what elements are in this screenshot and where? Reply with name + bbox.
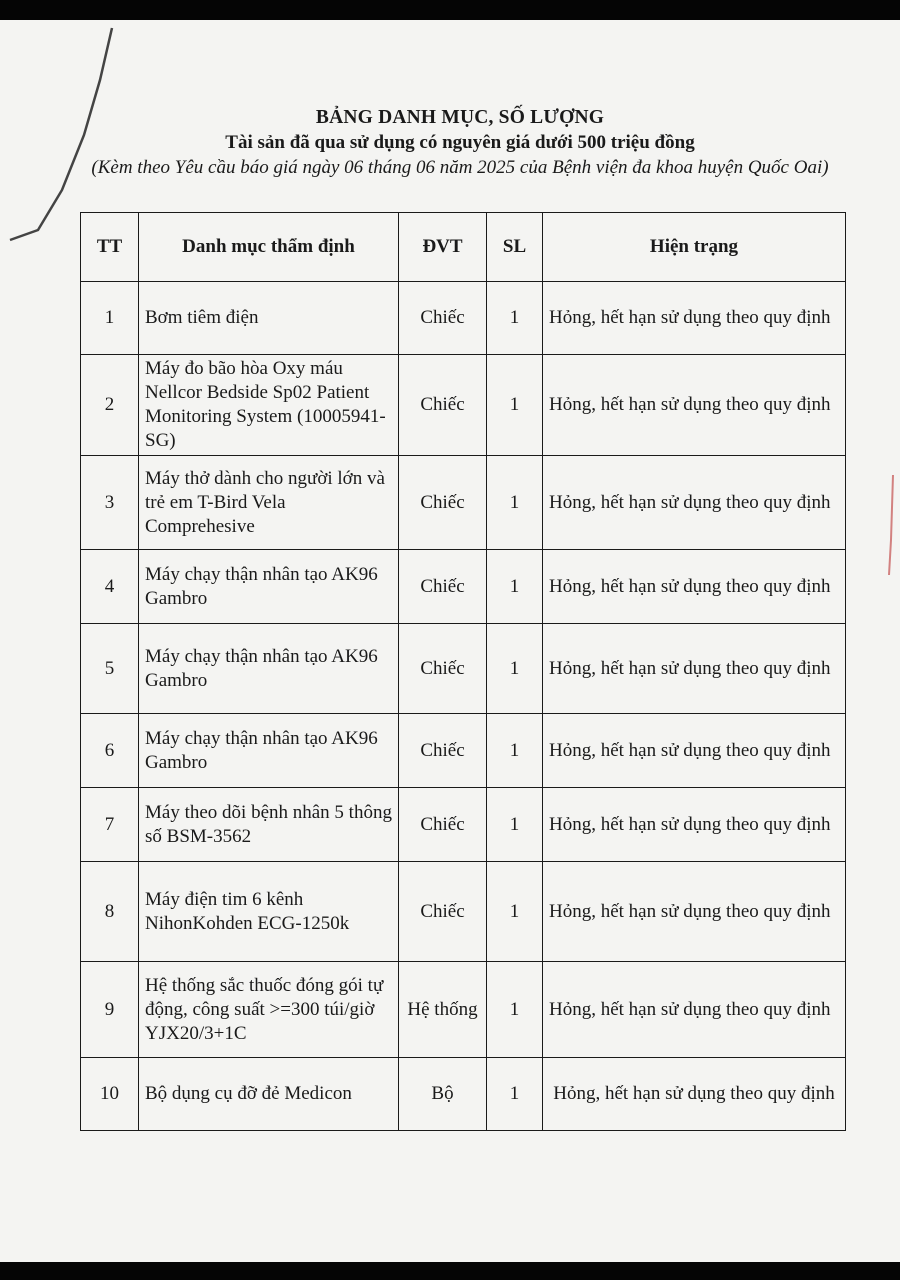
row-unit: Chiếc (399, 282, 487, 355)
row-tt: 9 (81, 962, 139, 1058)
row-status: Hỏng, hết hạn sử dụng theo quy định (543, 714, 846, 788)
table-header-row (81, 213, 846, 282)
row-qty: 1 (487, 788, 543, 862)
row-qty: 1 (487, 714, 543, 788)
table-row (81, 962, 846, 1058)
header-qty: SL (487, 213, 543, 282)
row-status: Hỏng, hết hạn sử dụng theo quy định (543, 788, 846, 862)
row-name: Bộ dụng cụ đỡ đẻ Medicon (139, 1058, 399, 1131)
row-name: Bơm tiêm điện (139, 282, 399, 355)
document-title: BẢNG DANH MỤC, SỐ LƯỢNG (315, 107, 605, 128)
row-unit: Chiếc (399, 788, 487, 862)
row-status: Hỏng, hết hạn sử dụng theo quy định (543, 624, 846, 714)
table-row (81, 1058, 846, 1131)
header-unit: ĐVT (399, 213, 487, 282)
row-unit: Chiếc (399, 624, 487, 714)
row-tt: 10 (81, 1058, 139, 1131)
row-qty: 1 (487, 456, 543, 550)
document-subtitle: Tài sản đã qua sử dụng có nguyên giá dưới 500 triệu đồng (225, 132, 695, 153)
row-tt: 3 (81, 456, 139, 550)
row-name: Hệ thống sắc thuốc đóng gói tự động, công suất >=300 túi/giờ YJX20/3+1C (139, 962, 399, 1058)
row-status: Hỏng, hết hạn sử dụng theo quy định (543, 862, 846, 962)
header-status: Hiện trạng (543, 213, 846, 282)
row-tt: 2 (81, 355, 139, 456)
row-unit: Hệ thống (399, 962, 487, 1058)
row-status: Hỏng, hết hạn sử dụng theo quy định (543, 282, 846, 355)
table-row (81, 624, 846, 714)
document-note: (Kèm theo Yêu cầu báo giá ngày 06 tháng 06 năm 2025 của Bệnh viện đa khoa huyện Quốc Oai) (91, 157, 829, 178)
row-unit: Chiếc (399, 550, 487, 624)
table-row (81, 456, 846, 550)
row-name: Máy theo dõi bệnh nhân 5 thông số BSM-3562 (139, 788, 399, 862)
table-row (81, 788, 846, 862)
header-tt: TT (81, 213, 139, 282)
row-tt: 5 (81, 624, 139, 714)
row-name: Máy chạy thận nhân tạo AK96 Gambro (139, 714, 399, 788)
table-row (81, 282, 846, 355)
row-unit: Chiếc (399, 355, 487, 456)
row-qty: 1 (487, 282, 543, 355)
row-name: Máy đo bão hòa Oxy máu Nellcor Bedside Sp02 Patient Monitoring System (10005941-SG) (139, 355, 399, 456)
row-status: Hỏng, hết hạn sử dụng theo quy định (543, 456, 846, 550)
header-name: Danh mục thẩm định (139, 213, 399, 282)
scan-top-border (0, 0, 900, 20)
row-status: Hỏng, hết hạn sử dụng theo quy định (543, 550, 846, 624)
row-status: Hỏng, hết hạn sử dụng theo quy định (543, 1058, 846, 1131)
row-name: Máy chạy thận nhân tạo AK96 Gambro (139, 624, 399, 714)
row-name: Máy chạy thận nhân tạo AK96 Gambro (139, 550, 399, 624)
row-unit: Chiếc (399, 456, 487, 550)
row-qty: 1 (487, 862, 543, 962)
row-tt: 7 (81, 788, 139, 862)
row-qty: 1 (487, 1058, 543, 1131)
asset-table (80, 212, 846, 1131)
row-tt: 6 (81, 714, 139, 788)
row-tt: 1 (81, 282, 139, 355)
row-unit: Bộ (399, 1058, 487, 1131)
row-tt: 8 (81, 862, 139, 962)
row-name: Máy thở dành cho người lớn và trẻ em T-Bird Vela Comprehesive (139, 456, 399, 550)
table-row (81, 862, 846, 962)
row-tt: 4 (81, 550, 139, 624)
row-qty: 1 (487, 962, 543, 1058)
table-row (81, 714, 846, 788)
table-row (81, 550, 846, 624)
row-qty: 1 (487, 355, 543, 456)
row-status: Hỏng, hết hạn sử dụng theo quy định (543, 355, 846, 456)
row-name: Máy điện tim 6 kênh NihonKohden ECG-1250k (139, 862, 399, 962)
table-row (81, 355, 846, 456)
row-unit: Chiếc (399, 714, 487, 788)
row-qty: 1 (487, 550, 543, 624)
scan-bottom-border (0, 1262, 900, 1280)
row-status: Hỏng, hết hạn sử dụng theo quy định (543, 962, 846, 1058)
row-unit: Chiếc (399, 862, 487, 962)
row-qty: 1 (487, 624, 543, 714)
